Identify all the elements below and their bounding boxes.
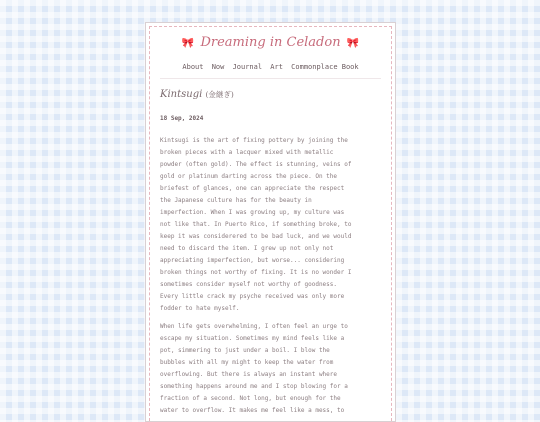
body-line: gold or platinum darting across the piece. On the bbox=[160, 173, 338, 180]
body-line: briefest of glances, one can appreciate the respect bbox=[160, 185, 345, 192]
post-date: 18 Sep, 2024 bbox=[160, 115, 204, 122]
nav-item-now[interactable]: Now bbox=[211, 63, 225, 71]
page-card bbox=[145, 22, 396, 422]
body-line: Kintsugi is the art of fixing pottery by joining the bbox=[160, 137, 348, 144]
paragraph bbox=[160, 321, 378, 417]
body-line: pot, simmering to just under a boil. I blow the bbox=[160, 347, 330, 354]
body-line: When life gets overwhelming, I often feel an urge to bbox=[160, 323, 348, 330]
body-line: Every little crack my psyche received was only more bbox=[160, 293, 345, 300]
post-body bbox=[160, 135, 378, 422]
body-line: overflowing. But there is always an instant where bbox=[160, 371, 338, 378]
paragraph bbox=[160, 135, 378, 315]
body-line: need to discard the item. I grew up not only not bbox=[160, 245, 334, 252]
post-title bbox=[160, 89, 234, 100]
post-title-text: Kintsugi bbox=[160, 89, 203, 100]
body-line: water to overflow. It makes me feel like a mess, to bbox=[160, 407, 345, 414]
post-title-kanji: (金継ぎ) bbox=[205, 90, 234, 99]
body-line: sometimes consider myself not worthy of goodness. bbox=[160, 281, 338, 288]
body-line: bubbles with all my might to keep the water from bbox=[160, 359, 334, 366]
body-line: fodder to hate myself. bbox=[160, 305, 240, 312]
site-title[interactable] bbox=[146, 35, 395, 50]
body-line: the Japanese culture has for the beauty in bbox=[160, 197, 312, 204]
body-line: not like that. In Puerto Rico, if something broke, to bbox=[160, 221, 352, 228]
body-line: broken pieces with a lacquer mixed with metallic bbox=[160, 149, 334, 156]
nav-item-art[interactable]: Art bbox=[270, 63, 283, 71]
bow-icon-left: 🎀 bbox=[181, 38, 195, 49]
header-divider bbox=[160, 78, 381, 79]
bow-icon-right: 🎀 bbox=[346, 38, 360, 49]
body-line: escape my situation. Sometimes my mind feels like a bbox=[160, 335, 345, 342]
body-line: appreciating imperfection, but worse... considering bbox=[160, 257, 345, 264]
nav-item-commonplace-book[interactable]: Commonplace Book bbox=[291, 63, 359, 71]
body-line: powder (often gold). The effect is stunning, veins of bbox=[160, 161, 352, 168]
body-line: keep it was considerered to be bad luck, and we would bbox=[160, 233, 352, 240]
body-line: imperfection. When I was growing up, my culture was bbox=[160, 209, 345, 216]
nav-item-journal[interactable]: Journal bbox=[232, 63, 263, 71]
site-title-text[interactable]: Dreaming in Celadon bbox=[200, 35, 341, 50]
body-line: something happens around me and I stop blowing for a bbox=[160, 383, 348, 390]
body-line: broken things not worthy of fixing. It is no wonder I bbox=[160, 269, 352, 276]
body-line: fraction of a second. Not long, but enough for the bbox=[160, 395, 341, 402]
main-nav bbox=[146, 63, 395, 71]
nav-item-about[interactable]: About bbox=[182, 63, 204, 71]
